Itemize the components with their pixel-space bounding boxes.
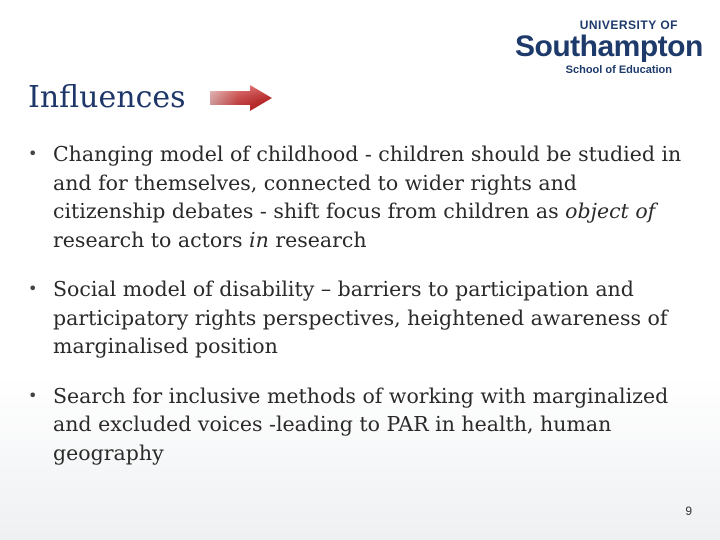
page-number: 9 bbox=[685, 504, 692, 518]
bullet-marker: • bbox=[28, 385, 38, 405]
bullet-emphasis: in bbox=[249, 227, 269, 252]
bullet-marker: • bbox=[28, 144, 38, 163]
bullet-text: Search for inclusive methods of working with marginalized and excluded voices -leading to PAR in health, human geography bbox=[53, 383, 669, 465]
bullet-item bbox=[28, 382, 688, 468]
red-arrow-icon bbox=[210, 85, 272, 111]
bullet-text-start: Changing model of childhood - children should be studied in and for themselves, connected to wider rights and citizenship debates - shift focus from children as bbox=[53, 142, 682, 223]
slide-title: Influences bbox=[28, 80, 186, 115]
bullet-text-end: research bbox=[268, 227, 367, 252]
bullet-item bbox=[28, 140, 688, 254]
logo-university-of: UNIVERSITY OF bbox=[579, 18, 678, 32]
logo-southampton: Southampton bbox=[515, 30, 703, 63]
bullet-emphasis: object of bbox=[565, 199, 656, 223]
bullet-text-middle: research to actors bbox=[53, 227, 250, 252]
logo-school: School of Education bbox=[565, 64, 672, 76]
bullet-list bbox=[28, 140, 688, 488]
bullet-marker: • bbox=[28, 279, 38, 298]
bullet-text: Social model of disability – barriers to participation and participatory rights perspectives, heightened awareness of marginalised position bbox=[53, 277, 668, 358]
university-logo bbox=[515, 18, 703, 78]
bullet-item bbox=[28, 275, 688, 361]
title-row bbox=[28, 80, 272, 116]
